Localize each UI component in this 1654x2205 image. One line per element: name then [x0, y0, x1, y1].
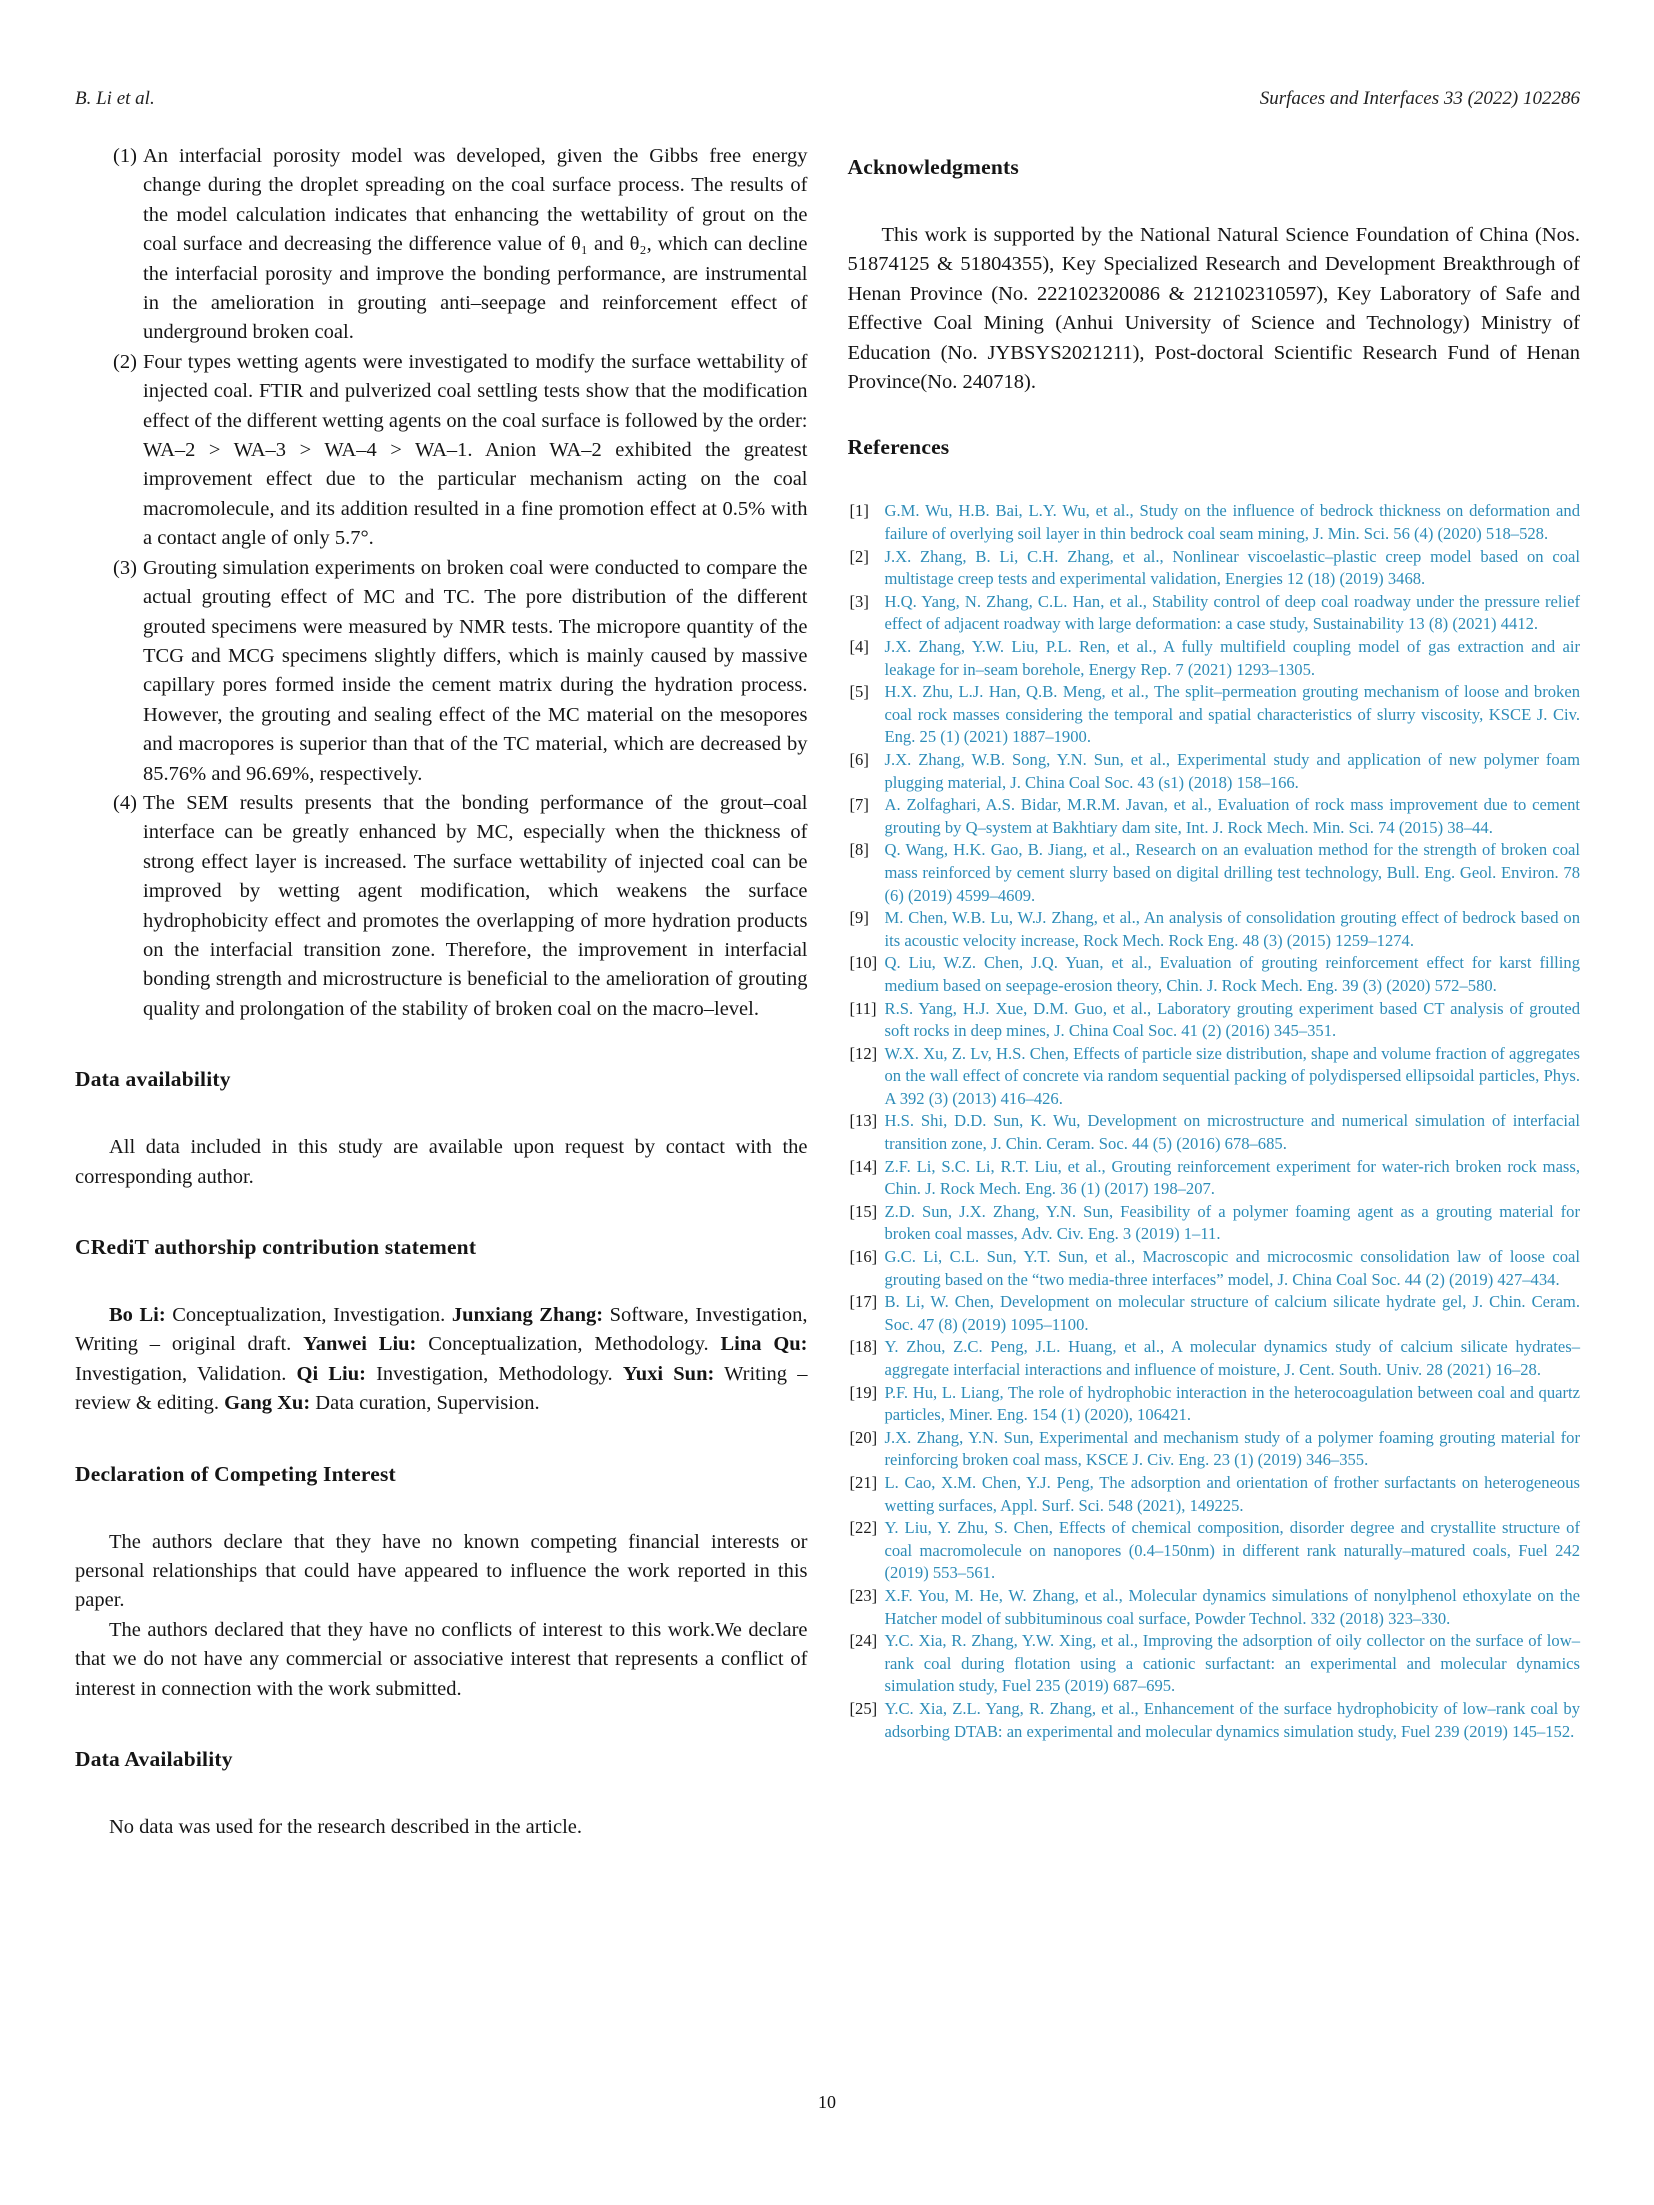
- reference-number: [19]: [849, 1382, 878, 1402]
- conclusion-text: Grouting simulation experiments on broken coal were conducted to compare the actual grouting effect of MC and TC. The pore distribution of the different grouted specimens were measured by NMR tests. The micropore quantity of the TCG and MCG specimens slightly differs, which is mainly caused by massive capillary pores formed inside the cement matrix during the hydration process. However, the grouting and sealing effect of the MC material on the mesopores and macropores is superior than that of the TC material, which are decreased by 85.76% and 96.69%, respectively.: [143, 556, 808, 785]
- reference-number: [24]: [849, 1631, 878, 1651]
- author-roles: Conceptualization, Methodology.: [416, 1333, 721, 1356]
- reference-link-text[interactable]: G.C. Li, C.L. Sun, Y.T. Sun, et al., Macroscopic and microcosmic consolidation law of loose coal grouting based on the “two media-three interfaces” model, J. China Coal Soc. 44 (2) (2019) 427–434.: [884, 1247, 1580, 1289]
- reference-item: [848, 794, 1581, 839]
- conclusion-item: [75, 142, 808, 348]
- reference-item: [848, 1630, 1581, 1698]
- reference-number: [6]: [849, 749, 869, 769]
- reference-item: [848, 681, 1581, 749]
- reference-link-text[interactable]: Y.C. Xia, Z.L. Yang, R. Zhang, et al., Enhancement of the surface hydrophobicity of low–rank coal by adsorbing DTAB: an experimental and molecular dynamics simulation study, Fuel 239 (2019) 145–152.: [884, 1698, 1580, 1741]
- reference-item: [848, 1427, 1581, 1472]
- reference-item: [848, 1201, 1581, 1246]
- reference-number: [13]: [849, 1111, 878, 1131]
- conclusion-text: An interfacial porosity model was developed, given the Gibbs free energy change during the droplet spreading on the coal surface process. The results of the model calculation indicates that enhancing the wettability of grout on the coal surface and decreasing the difference value of θ₁ and θ₂, which can decline the interfacial porosity and improve the bonding performance, are instrumental in the amelioration in grouting anti–seepage and reinforcement effect of underground broken coal.: [143, 145, 808, 344]
- reference-link-text[interactable]: Z.F. Li, S.C. Li, R.T. Liu, et al., Grouting reinforcement experiment for water-rich broken rock mass, Chin. J. Rock Mech. Eng. 36 (1) (2017) 198–207.: [884, 1156, 1580, 1199]
- reference-item: [848, 1336, 1581, 1381]
- conclusion-item: [75, 554, 808, 789]
- reference-link-text[interactable]: Y. Zhou, Z.C. Peng, J.L. Huang, et al., A molecular dynamics study of calcium silicate hydrates–aggregate interfacial interactions and influence of moisture, J. Cent. South. Univ. 28 (2021) 16–28.: [884, 1337, 1580, 1379]
- author-name: Yanwei Liu:: [303, 1333, 417, 1356]
- reference-link-text[interactable]: Q. Wang, H.K. Gao, B. Jiang, et al., Research on an evaluation method for the strength of broken coal mass reinforced by cement slurry based on digital drilling test technology, Bull. Eng. Geol. Environ. 78 (6) (2019) 4599–4609.: [884, 840, 1580, 905]
- page-number: 10: [818, 2092, 836, 2112]
- conclusion-text: Four types wetting agents were investigated to modify the surface wettability of injected coal. FTIR and pulverized coal settling tests show that the modification effect of the different wetting agents on the coal surface is followed by the order: WA–2 > WA–3 > WA–4 > WA–1. Anion WA–2 exhibited the greatest improvement effect due to the particular mechanism acting on the coal macromolecule, and its addition resulted in a fine promotion effect at 0.5% with a contact angle of only 5.7°.: [143, 350, 808, 550]
- reference-number: [18]: [849, 1337, 878, 1357]
- conclusion-number: (4): [113, 791, 137, 814]
- reference-item: [848, 1698, 1581, 1743]
- reference-item: [848, 636, 1581, 681]
- reference-item: [848, 1382, 1581, 1427]
- reference-item: [848, 500, 1581, 545]
- author-name: Qi Liu:: [296, 1362, 366, 1385]
- reference-link-text[interactable]: G.M. Wu, H.B. Bai, L.Y. Wu, et al., Study on the influence of bedrock thickness on deformation and failure of overlying soil layer in thin bedrock coal seam mining, J. Min. Sci. 56 (4) (2020) 518–528.: [884, 501, 1580, 544]
- left-sections: [75, 1067, 808, 1842]
- conclusion-number: (1): [113, 145, 137, 167]
- credit-statement-paragraph: [75, 1301, 808, 1419]
- references-list: [848, 500, 1581, 1743]
- header-running-authors: B. Li et al.: [75, 88, 155, 109]
- reference-item: [848, 1517, 1581, 1585]
- reference-item: [848, 1472, 1581, 1517]
- two-column-body: [75, 142, 1580, 1842]
- section-heading: Data availability: [75, 1067, 231, 1092]
- reference-item: [848, 1156, 1581, 1201]
- reference-link-text[interactable]: Z.D. Sun, J.X. Zhang, Y.N. Sun, Feasibility of a polymer foaming agent as a grouting material for broken coal masses, Adv. Civ. Eng. 3 (2019) 1–11.: [884, 1201, 1580, 1244]
- reference-link-text[interactable]: H.X. Zhu, L.J. Han, Q.B. Meng, et al., The split–permeation grouting mechanism of loose and broken coal rock masses considering the temporal and spatial characteristics of slurry viscosity, KSCE J. Civ. Eng. 25 (1) (2021) 1887–1900.: [884, 682, 1580, 747]
- conclusion-number: (3): [113, 556, 137, 579]
- author-roles: Investigation, Methodology.: [365, 1362, 623, 1385]
- reference-link-text[interactable]: B. Li, W. Chen, Development on molecular structure of calcium silicate hydrate gel, J. Chin. Ceram. Soc. 47 (8) (2019) 1095–1100.: [884, 1292, 1580, 1334]
- reference-link-text[interactable]: P.F. Hu, L. Liang, The role of hydrophobic interaction in the heterocoagulation between coal and quartz particles, Miner. Eng. 154 (1) (2020), 106421.: [884, 1382, 1580, 1425]
- author-name: Lina Qu:: [720, 1333, 808, 1356]
- acknowledgments-paragraph: This work is supported by the National Natural Science Foundation of China (Nos. 51874125 & 51804355), Key Specialized Research and Development Breakthrough of Henan Province (No. 222102320086 & 212102310597), Key Laboratory of Safe and Effective Coal Mining (Anhui University of Science and Technology) Ministry of Education (No. JYBSYS2021211), Post-doctoral Scientific Research Fund of Henan Province(No. 240718).: [847, 224, 1580, 394]
- section-heading: Data Availability: [75, 1747, 233, 1772]
- reference-number: [21]: [849, 1472, 878, 1492]
- reference-number: [10]: [849, 953, 878, 973]
- reference-item: [848, 839, 1581, 907]
- header-journal-citation: Surfaces and Interfaces 33 (2022) 102286: [1259, 88, 1580, 109]
- reference-item: [848, 1291, 1581, 1336]
- conclusions-list: [75, 142, 808, 1024]
- reference-number: [12]: [849, 1043, 878, 1063]
- reference-number: [14]: [849, 1156, 878, 1176]
- reference-item: [848, 749, 1581, 794]
- reference-number: [23]: [849, 1585, 878, 1605]
- author-name: Bo Li:: [109, 1304, 166, 1326]
- conclusion-item: [75, 789, 808, 1024]
- author-roles: Software, Investigation, Writing – original draft.: [75, 1304, 808, 1356]
- author-roles: Data curation, Supervision.: [310, 1392, 540, 1415]
- reference-number: [3]: [849, 591, 869, 611]
- reference-number: [20]: [849, 1427, 878, 1447]
- reference-link-text[interactable]: W.X. Xu, Z. Lv, H.S. Chen, Effects of particle size distribution, shape and volume fraction of aggregates on the wall effect of concrete via random sequential packing of polydispersed ellipsoidal particles, Phys. A 392 (3) (2013) 416–426.: [884, 1043, 1580, 1108]
- reference-item: [848, 1043, 1581, 1111]
- reference-item: [848, 952, 1581, 997]
- reference-link-text[interactable]: J.X. Zhang, W.B. Song, Y.N. Sun, et al., Experimental study and application of new polymer foam plugging material, J. China Coal Soc. 43 (s1) (2018) 158–166.: [884, 749, 1580, 792]
- reference-number: [5]: [849, 682, 869, 702]
- author-name: Yuxi Sun:: [622, 1362, 715, 1385]
- reference-item: [848, 1110, 1581, 1155]
- reference-link-text[interactable]: J.X. Zhang, Y.W. Liu, P.L. Ren, et al., A fully multifield coupling model of gas extraction and air leakage for in–seam borehole, Energy Rep. 7 (2021) 1293–1305.: [884, 637, 1580, 679]
- right-column: [848, 142, 1581, 1842]
- author-roles: Writing – review & editing.: [75, 1362, 808, 1415]
- reference-number: [17]: [849, 1292, 878, 1312]
- reference-number: [9]: [849, 908, 869, 928]
- reference-link-text[interactable]: H.S. Shi, D.D. Sun, K. Wu, Development on microstructure and numerical simulation of interfacial transition zone, J. Chin. Ceram. Soc. 44 (5) (2016) 678–685.: [884, 1111, 1580, 1154]
- reference-link-text[interactable]: R.S. Yang, H.J. Xue, D.M. Guo, et al., Laboratory grouting experiment based CT analysis of grouted soft rocks in deep mines, J. China Coal Soc. 41 (2) (2016) 345–351.: [884, 998, 1580, 1041]
- reference-number: [1]: [849, 501, 869, 521]
- page-header: [75, 88, 1580, 110]
- reference-link-text[interactable]: J.X. Zhang, B. Li, C.H. Zhang, et al., Nonlinear viscoelastic–plastic creep model based on coal multistage creep tests and experimental validation, Energies 12 (18) (2019) 3468.: [884, 546, 1580, 589]
- reference-item: [848, 1246, 1581, 1291]
- acknowledgments-heading: Acknowledgments: [847, 155, 1019, 179]
- author-roles: Conceptualization, Investigation.: [165, 1304, 452, 1326]
- section-paragraph: No data was used for the research described in the article.: [109, 1816, 583, 1839]
- reference-link-text[interactable]: X.F. You, M. He, W. Zhang, et al., Molecular dynamics simulations of nonylphenol ethoxylate on the Hatcher model of subbituminous coal surface, Powder Technol. 332 (2018) 323–330.: [884, 1585, 1580, 1628]
- conclusion-item: [75, 348, 808, 554]
- reference-item: [848, 546, 1581, 591]
- left-column: [75, 142, 808, 1842]
- reference-item: [848, 998, 1581, 1043]
- page-footer: [0, 2092, 1654, 2113]
- author-roles: Investigation, Validation.: [75, 1362, 297, 1385]
- reference-link-text[interactable]: A. Zolfaghari, A.S. Bidar, M.R.M. Javan, et al., Evaluation of rock mass improvement due to cement grouting by Q–system at Bakhtiary dam site, Int. J. Rock Mech. Min. Sci. 74 (2015) 38–44.: [884, 795, 1580, 837]
- section-paragraph: The authors declare that they have no known competing financial interests or personal relationships that could have appeared to influence the work reported in this paper.: [75, 1530, 808, 1612]
- reference-item: [848, 591, 1581, 636]
- reference-number: [2]: [849, 546, 869, 566]
- reference-number: [8]: [849, 840, 869, 860]
- reference-number: [25]: [849, 1698, 878, 1718]
- section-heading: Declaration of Competing Interest: [75, 1461, 396, 1486]
- conclusion-number: (2): [113, 350, 137, 373]
- reference-link-text[interactable]: H.Q. Yang, N. Zhang, C.L. Han, et al., Stability control of deep coal roadway under the pressure relief effect of adjacent roadway with large deformation: a case study, Sustainability 13 (8) (2021) 4412.: [884, 591, 1580, 634]
- references-heading: References: [847, 435, 950, 460]
- reference-number: [16]: [849, 1247, 878, 1267]
- reference-number: [4]: [849, 637, 869, 656]
- reference-link-text[interactable]: M. Chen, W.B. Lu, W.J. Zhang, et al., An analysis of consolidation grouting effect of bedrock based on its acoustic velocity increase, Rock Mech. Rock Eng. 48 (3) (2015) 1259–1274.: [884, 908, 1580, 950]
- reference-link-text[interactable]: Y.C. Xia, R. Zhang, Y.W. Xing, et al., Improving the adsorption of oily collector on the surface of low–rank coal during flotation using a cationic surfactant: an experimental and molecular dynamics simulation study, Fuel 235 (2019) 687–695.: [884, 1631, 1580, 1696]
- reference-link-text[interactable]: L. Cao, X.M. Chen, Y.J. Peng, The adsorption and orientation of frother surfactants on heterogeneous wetting surfaces, Appl. Surf. Sci. 548 (2021), 149225.: [884, 1472, 1580, 1515]
- author-name: Junxiang Zhang:: [451, 1304, 604, 1326]
- section-paragraph: The authors declared that they have no conflicts of interest to this work.We declare that we do not have any commercial or associative interest that represents a conflict of interest in connection with the work submitted.: [75, 1618, 808, 1700]
- reference-link-text[interactable]: Y. Liu, Y. Zhu, S. Chen, Effects of chemical composition, disorder degree and crystallite structure of coal macromolecule on nanopores (0.4–150nm) in different rank naturally–matured coals, Fuel 242 (2019) 553–561.: [884, 1518, 1580, 1583]
- section-paragraph: All data included in this study are available upon request by contact with the corresponding author.: [75, 1136, 808, 1188]
- reference-number: [11]: [849, 998, 877, 1018]
- reference-number: [22]: [849, 1518, 878, 1538]
- author-name: Gang Xu:: [224, 1392, 311, 1415]
- reference-item: [848, 907, 1581, 952]
- section-heading: CRediT authorship contribution statement: [75, 1235, 477, 1259]
- reference-item: [848, 1585, 1581, 1630]
- reference-number: [7]: [849, 795, 869, 815]
- reference-link-text[interactable]: J.X. Zhang, Y.N. Sun, Experimental and mechanism study of a polymer foaming grouting material for reinforcing broken coal mass, KSCE J. Civ. Eng. 23 (1) (2019) 346–355.: [884, 1427, 1580, 1470]
- reference-number: [15]: [849, 1201, 878, 1221]
- reference-link-text[interactable]: Q. Liu, W.Z. Chen, J.Q. Yuan, et al., Evaluation of grouting reinforcement effect for karst filling medium based on seepage-erosion theory, Chin. J. Rock Mech. Eng. 39 (3) (2020) 572–580.: [884, 953, 1580, 995]
- conclusion-text: The SEM results presents that the bonding performance of the grout–coal interface can be greatly enhanced by MC, especially when the thickness of strong effect layer is increased. The surface wettability of injected coal can be improved by wetting agent modification, which weakens the surface hydrophobicity effect and promotes the overlapping of more hydration products on the interfacial transition zone. Therefore, the improvement in interfacial bonding strength and microstructure is beneficial to the amelioration of grouting quality and prolongation of the stability of broken coal on the macro–level.: [143, 791, 808, 1020]
